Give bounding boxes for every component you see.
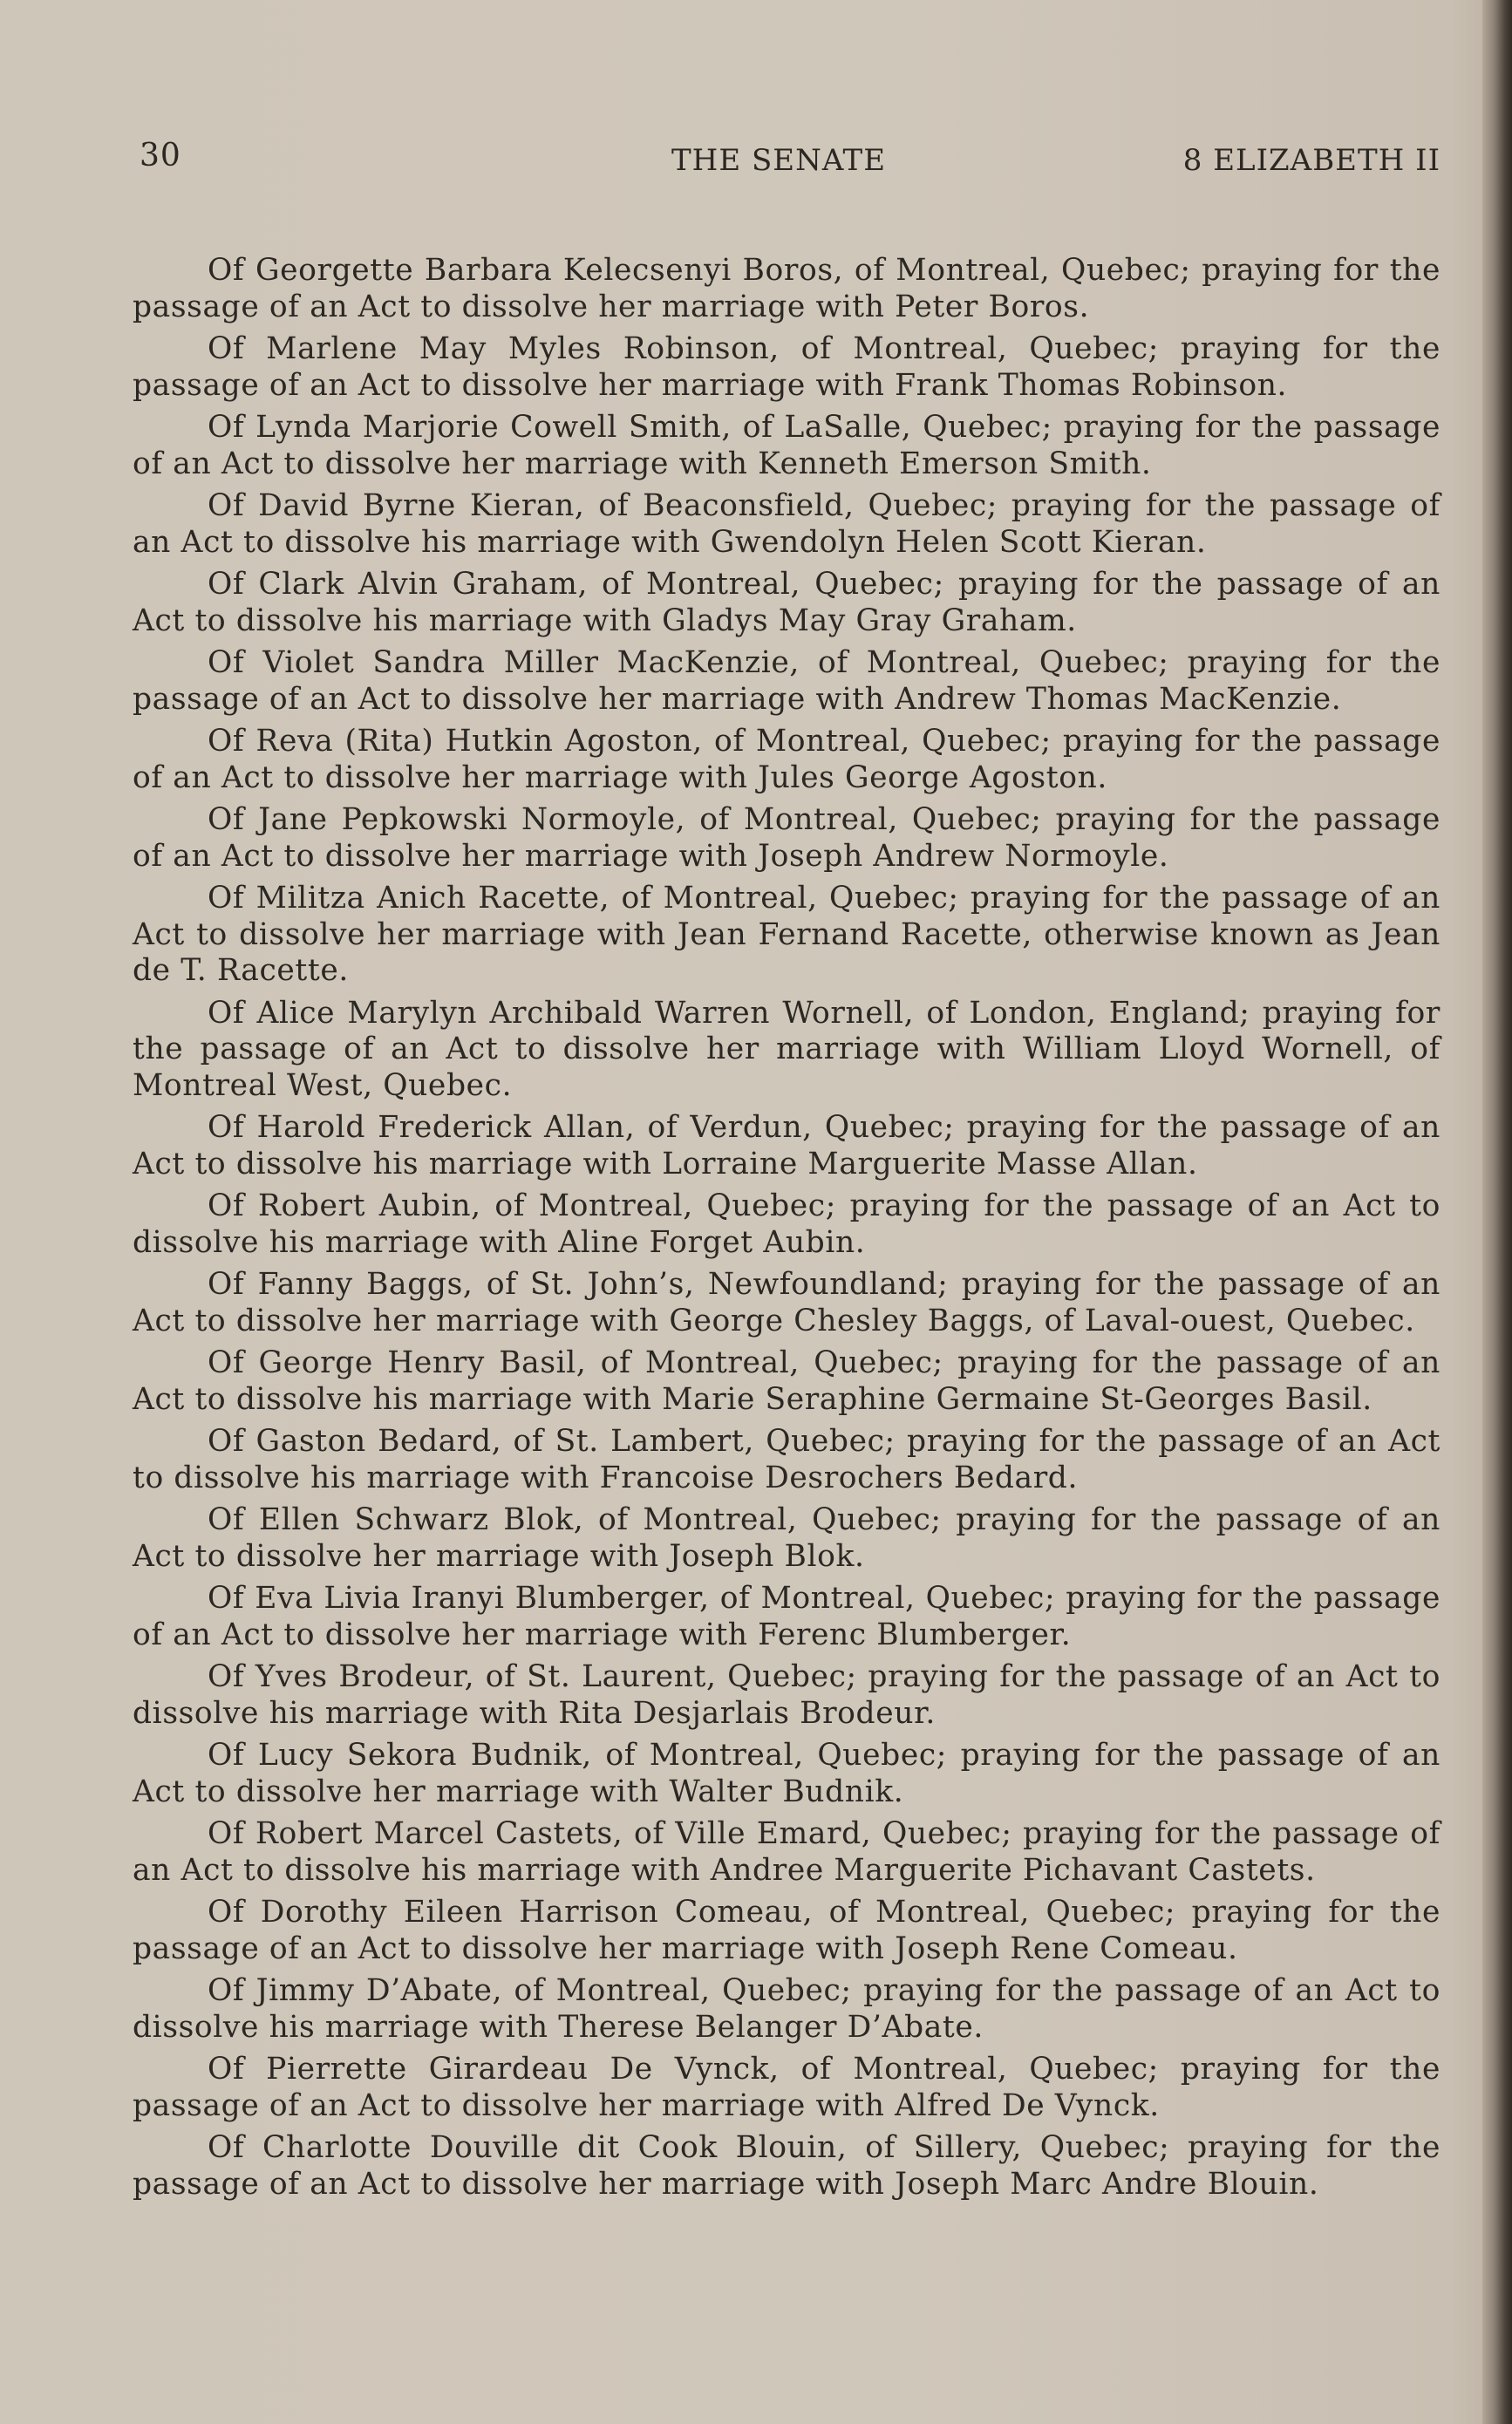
petition-entry: Of Lynda Marjorie Cowell Smith, of LaSalle, Quebec; praying for the passage of an Act to dissolve her marriage with Kenneth Emerson Smith. bbox=[133, 410, 1440, 481]
petition-entry: Of Fanny Baggs, of St. John’s, Newfoundland; praying for the passage of an Act to dissolve her marriage with George Chesley Baggs, of Laval-ouest, Quebec. bbox=[133, 1267, 1440, 1338]
session-label: 8 ELIZABETH II bbox=[1182, 143, 1440, 178]
petition-entry: Of David Byrne Kieran, of Beaconsfield, Quebec; praying for the passage of an Act to dissolve his marriage with Gwendolyn Helen Scott Kieran. bbox=[133, 488, 1440, 560]
running-head bbox=[140, 138, 1440, 187]
petition-entry: Of Robert Marcel Castets, of Ville Emard, Quebec; praying for the passage of an Act to dissolve his marriage with Andree Marguerite Pichavant Castets. bbox=[133, 1816, 1440, 1888]
petition-entry: Of Yves Brodeur, of St. Laurent, Quebec; praying for the passage of an Act to dissolve his marriage with Rita Desjarlais Brodeur. bbox=[133, 1659, 1440, 1731]
petition-entry: Of Reva (Rita) Hutkin Agoston, of Montreal, Quebec; praying for the passage of an Act to dissolve her marriage with Jules George Agoston. bbox=[133, 724, 1440, 795]
petition-entry: Of Lucy Sekora Budnik, of Montreal, Quebec; praying for the passage of an Act to dissolve her marriage with Walter Budnik. bbox=[133, 1738, 1440, 1809]
petition-entry: Of Eva Livia Iranyi Blumberger, of Montreal, Quebec; praying for the passage of an Act to dissolve her marriage with Ferenc Blumberger. bbox=[133, 1581, 1440, 1652]
petition-entry: Of Jane Pepkowski Normoyle, of Montreal, Quebec; praying for the passage of an Act to dissolve her marriage with Joseph Andrew Normoyle. bbox=[133, 802, 1440, 874]
petition-entry: Of Charlotte Douville dit Cook Blouin, of Sillery, Quebec; praying for the passage of an Act to dissolve her marriage with Joseph Marc Andre Blouin. bbox=[133, 2130, 1440, 2202]
petition-entry: Of Robert Aubin, of Montreal, Quebec; praying for the passage of an Act to dissolve his marriage with Aline Forget Aubin. bbox=[133, 1188, 1440, 1260]
petition-list bbox=[133, 253, 1440, 2209]
petition-entry: Of Militza Anich Racette, of Montreal, Quebec; praying for the passage of an Act to dissolve her marriage with Jean Fernand Racette, otherwise known as Jean de T. Racette. bbox=[133, 881, 1440, 988]
petition-entry: Of Pierrette Girardeau De Vynck, of Montreal, Quebec; praying for the passage of an Act to dissolve her marriage with Alfred De Vynck. bbox=[133, 2052, 1440, 2123]
journal-title: THE SENATE bbox=[671, 143, 887, 178]
petition-entry: Of Harold Frederick Allan, of Verdun, Quebec; praying for the passage of an Act to dissolve his marriage with Lorraine Marguerite Masse Allan. bbox=[133, 1110, 1440, 1181]
binding-edge bbox=[1482, 0, 1512, 2424]
petition-entry: Of Alice Marylyn Archibald Warren Wornell, of London, England; praying for the passage of an Act to dissolve her marriage with William Lloyd Wornell, of Montreal West, Quebec. bbox=[133, 995, 1440, 1103]
petition-entry: Of Ellen Schwarz Blok, of Montreal, Quebec; praying for the passage of an Act to dissolve her marriage with Joseph Blok. bbox=[133, 1502, 1440, 1574]
petition-entry: Of Marlene May Myles Robinson, of Montreal, Quebec; praying for the passage of an Act to dissolve her marriage with Frank Thomas Robinson. bbox=[133, 331, 1440, 403]
petition-entry: Of Jimmy D’Abate, of Montreal, Quebec; praying for the passage of an Act to dissolve his marriage with Therese Belanger D’Abate. bbox=[133, 1973, 1440, 2045]
petition-entry: Of Dorothy Eileen Harrison Comeau, of Montreal, Quebec; praying for the passage of an Act to dissolve her marriage with Joseph Rene Comeau. bbox=[133, 1895, 1440, 1966]
page-number: 30 bbox=[140, 138, 181, 174]
petition-entry: Of Gaston Bedard, of St. Lambert, Quebec; praying for the passage of an Act to dissolve his marriage with Francoise Desrochers Bedard. bbox=[133, 1424, 1440, 1495]
petition-entry: Of Clark Alvin Graham, of Montreal, Quebec; praying for the passage of an Act to dissolve his marriage with Gladys May Gray Graham. bbox=[133, 567, 1440, 638]
petition-entry: Of George Henry Basil, of Montreal, Quebec; praying for the passage of an Act to dissolve his marriage with Marie Seraphine Germaine St-Georges Basil. bbox=[133, 1345, 1440, 1417]
petition-entry: Of Georgette Barbara Kelecsenyi Boros, of Montreal, Quebec; praying for the passage of an Act to dissolve her marriage with Peter Boros. bbox=[133, 253, 1440, 324]
petition-entry: Of Violet Sandra Miller MacKenzie, of Montreal, Quebec; praying for the passage of an Act to dissolve her marriage with Andrew Thomas MacKenzie. bbox=[133, 645, 1440, 717]
